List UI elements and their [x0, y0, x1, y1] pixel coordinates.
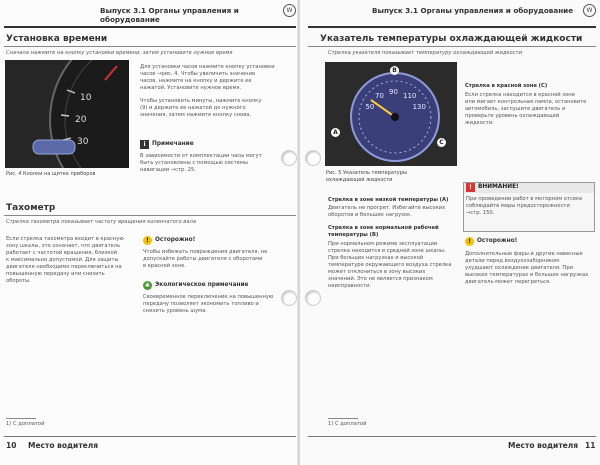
body-line: (9) и держите ее нажатой до нужного [140, 105, 246, 111]
caution-icon: ! [143, 236, 152, 245]
body-line: неисправности. [328, 283, 372, 289]
body-line: Чтобы установить минуты, нажмите кнопку [140, 98, 262, 104]
env-line: Своевременное переключение на повышенную [143, 294, 274, 300]
body-line: температуре окружающего воздуха стрелка [328, 262, 452, 268]
gauge-marker-c: C [437, 138, 446, 147]
caution-line: ухудшают охлаждение двигателя. При [465, 265, 573, 271]
caution-line: допускайте работы двигателя с оборотами [143, 256, 263, 262]
body-line: обороты. [6, 278, 31, 284]
footnote: 1) С доплатой [6, 421, 45, 427]
svg-text:20: 20 [75, 115, 87, 125]
caution-title: Осторожно! [477, 238, 518, 244]
leaf-icon: ♣ [144, 282, 151, 289]
svg-text:10: 10 [80, 93, 92, 103]
binder-hole [305, 150, 321, 166]
body-line: стрелка находится в средней зоне шкалы. [328, 248, 446, 254]
gauge-tick-label: 70 [375, 92, 384, 101]
body-line: При нормальном режиме эксплуатации [328, 241, 438, 247]
gauge-tick-label: 110 [403, 92, 417, 101]
warning-triangle-icon: ! [466, 183, 475, 192]
caution-line: в красной зоне. [143, 263, 186, 269]
figure-caption: охлаждающей жидкости [326, 177, 393, 183]
body-line: часов →рис. 4. Чтобы увеличить значение [140, 71, 256, 77]
gauge-marker-a: A [331, 128, 340, 137]
note-icon: i [140, 140, 149, 149]
svg-text:30: 30 [77, 137, 89, 147]
note-line: В зависимости от комплектации часы могут [140, 153, 262, 159]
body-line: или мигает контрольная лампа, остановите [465, 99, 587, 105]
note-title: Примечание [152, 141, 194, 147]
body-line: Если стрелка находится в красной зоне [465, 92, 575, 98]
note-line: навигации →стр. 25. [140, 167, 196, 173]
env-line: передачу позволяет экономить топливо и [143, 301, 259, 307]
clock-photo [5, 60, 129, 168]
coolant-gauge-photo [325, 62, 457, 166]
section-intro: Стрелка указателя показывает температуру охлаждающей жидкости [328, 50, 522, 56]
body-line: значений. Это не является признаком [328, 276, 433, 282]
figure-caption: Рис. 5 Указатель температуры [326, 170, 407, 176]
body-line: При больших нагрузках и высокой [328, 255, 424, 261]
caution-line: высоких температурах и больших нагрузках [465, 272, 589, 278]
env-note-title: Экологическое примечание [155, 282, 249, 288]
gauge-tick-label: 50 [365, 103, 375, 111]
caution-line: Дополнительные фары и другие навесные [465, 251, 583, 257]
running-head: Выпуск 3.1 Органы управления и оборудование [372, 6, 574, 15]
footer-title: Место водителя [508, 441, 579, 450]
warning-title: ВНИМАНИЕ! [478, 184, 519, 190]
note-line: быть установлены с помощью системы [140, 160, 248, 166]
section-intro: Сначала нажмите на кнопку установки времени, затем установите нужное время [6, 50, 233, 56]
body-line: зону шкалы, это означает, что двигатель [6, 243, 121, 249]
section-rule [4, 215, 296, 216]
body-line: работает с частотой вращения, близкой [6, 250, 118, 256]
body-line: оборотов и больших нагрузок. [328, 212, 412, 218]
body-line: Для установки часов нажмите кнопку установки [140, 64, 275, 70]
footnote: 1) С доплатой [328, 421, 367, 427]
page-number: 10 [6, 441, 17, 450]
vw-logo-icon: W [283, 4, 296, 17]
body-line: жидкости. [465, 120, 494, 126]
footnote-rule [6, 418, 36, 419]
section-title-tachometer: Тахометр [6, 203, 56, 213]
gauge-marker-b: B [390, 66, 399, 75]
figure-caption: Рис. 4 Кнопки на щитке приборов [6, 171, 96, 177]
env-line: снизить уровень шума. [143, 308, 207, 314]
subheading-normal: температуры (B) [328, 232, 379, 238]
header-rule [4, 26, 296, 28]
body-line: Двигатель не прогрет. Избегайте высоких [328, 205, 446, 211]
body-line: двигателя необходимо переключиться на [6, 264, 122, 270]
section-title-coolant: Указатель температуры охлаждающей жидкости [320, 34, 583, 44]
caution-line: Чтобы избежать повреждения двигателя, не [143, 249, 268, 255]
warning-line: При проведении работ в моторном отсеке [466, 196, 583, 202]
running-head: Выпуск 3.1 Органы управления и оборудование [100, 6, 239, 24]
section-intro: Стрелка тахометра показывает частоту вращения коленчатого вала [6, 219, 197, 225]
right-page [300, 0, 600, 465]
caution-title: Осторожно! [155, 237, 196, 243]
footer-rule [308, 436, 596, 437]
body-line: автомобиль, заглушите двигатель и [465, 106, 566, 112]
footnote-rule [328, 418, 358, 419]
body-line: значения, затем нажмите кнопку снова. [140, 112, 252, 118]
gauge-tick-label: 130 [412, 103, 426, 111]
warning-line: →стр. 150. [466, 210, 495, 216]
section-rule [4, 46, 296, 47]
subheading-cold: Стрелка в зоне низкой температуры (A) [328, 197, 449, 203]
section-title-clock: Установка времени [6, 34, 108, 44]
vw-logo-icon: W [583, 4, 596, 17]
body-line: часов, нажмите на кнопку и держите ее [140, 78, 252, 84]
footer-title: Место водителя [28, 441, 99, 450]
caution-line: двигатель может перегреться. [465, 279, 551, 285]
body-line: к максимально допустимой. Для защиты [6, 257, 119, 263]
footer-rule [4, 436, 296, 437]
header-rule [308, 26, 596, 28]
warning-line: соблюдайте меры предосторожности [466, 203, 570, 209]
subheading-normal: Стрелка в зоне нормальной рабочей [328, 225, 439, 231]
body-line: нажатой. Установите нужное время. [140, 85, 242, 91]
body-line: Если стрелка тахометра входит в красную [6, 236, 124, 242]
gauge-tick-label: 90 [389, 88, 398, 96]
section-rule [308, 46, 596, 47]
body-line: может отклониться в зону высоких [328, 269, 426, 275]
caution-line: детали перед воздухозаборником [465, 258, 560, 264]
binder-hole [305, 290, 321, 306]
binder-hole [281, 150, 297, 166]
subheading-hot: Стрелка в красной зоне (C) [465, 83, 548, 89]
body-line: повышенную передачу или снизить [6, 271, 105, 277]
binder-hole [281, 290, 297, 306]
page-number: 11 [585, 441, 596, 450]
caution-icon: ! [465, 237, 474, 246]
body-line: проверьте уровень охлаждающей [465, 113, 560, 119]
